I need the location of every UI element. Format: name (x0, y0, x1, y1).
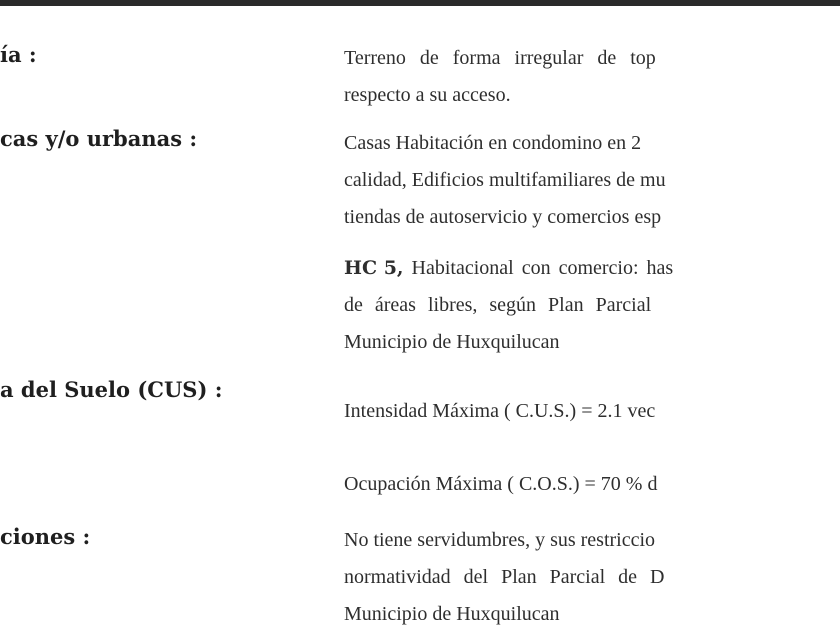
field-value-cos (344, 466, 840, 503)
field-label-restricciones: ciones : (0, 524, 91, 549)
text-line: Municipio de Huxquilucan (344, 603, 560, 625)
field-label-topografia: ía : (0, 42, 37, 67)
text-line: Terreno de forma irregular de top (344, 47, 656, 69)
text-line: Intensidad Máxima ( C.U.S.) = 2.1 vec (344, 400, 656, 422)
text-line: Casas Habitación en condomino en 2 (344, 132, 642, 154)
text-line: No tiene servidumbres, y sus restriccio (344, 529, 656, 551)
text-line: tiendas de autoservicio y comercios esp (344, 206, 662, 228)
text-line: calidad, Edificios multifamiliares de mu (344, 169, 666, 191)
text-line: respecto a su acceso. (344, 84, 511, 106)
field-value-cus (344, 393, 840, 430)
field-value-topografia (344, 40, 840, 114)
text-line: Municipio de Huxquilucan (344, 331, 560, 353)
text-fragment: Habitacional con comercio: has (403, 257, 674, 279)
field-value-caracteristicas-urbanas (344, 125, 840, 236)
field-label-caracteristicas-urbanas: cas y/o urbanas : (0, 126, 198, 151)
field-label-cus: a del Suelo (CUS) : (0, 377, 223, 402)
text-line (344, 250, 840, 287)
text-line: normatividad del Plan Parcial de D (344, 566, 665, 588)
field-value-restricciones (344, 522, 840, 633)
text-line: de áreas libres, según Plan Parcial (344, 294, 652, 316)
zoning-code: HC 5, (344, 257, 404, 279)
text-line: Ocupación Máxima ( C.O.S.) = 70 % d (344, 473, 658, 495)
field-value-uso-suelo (344, 250, 840, 361)
